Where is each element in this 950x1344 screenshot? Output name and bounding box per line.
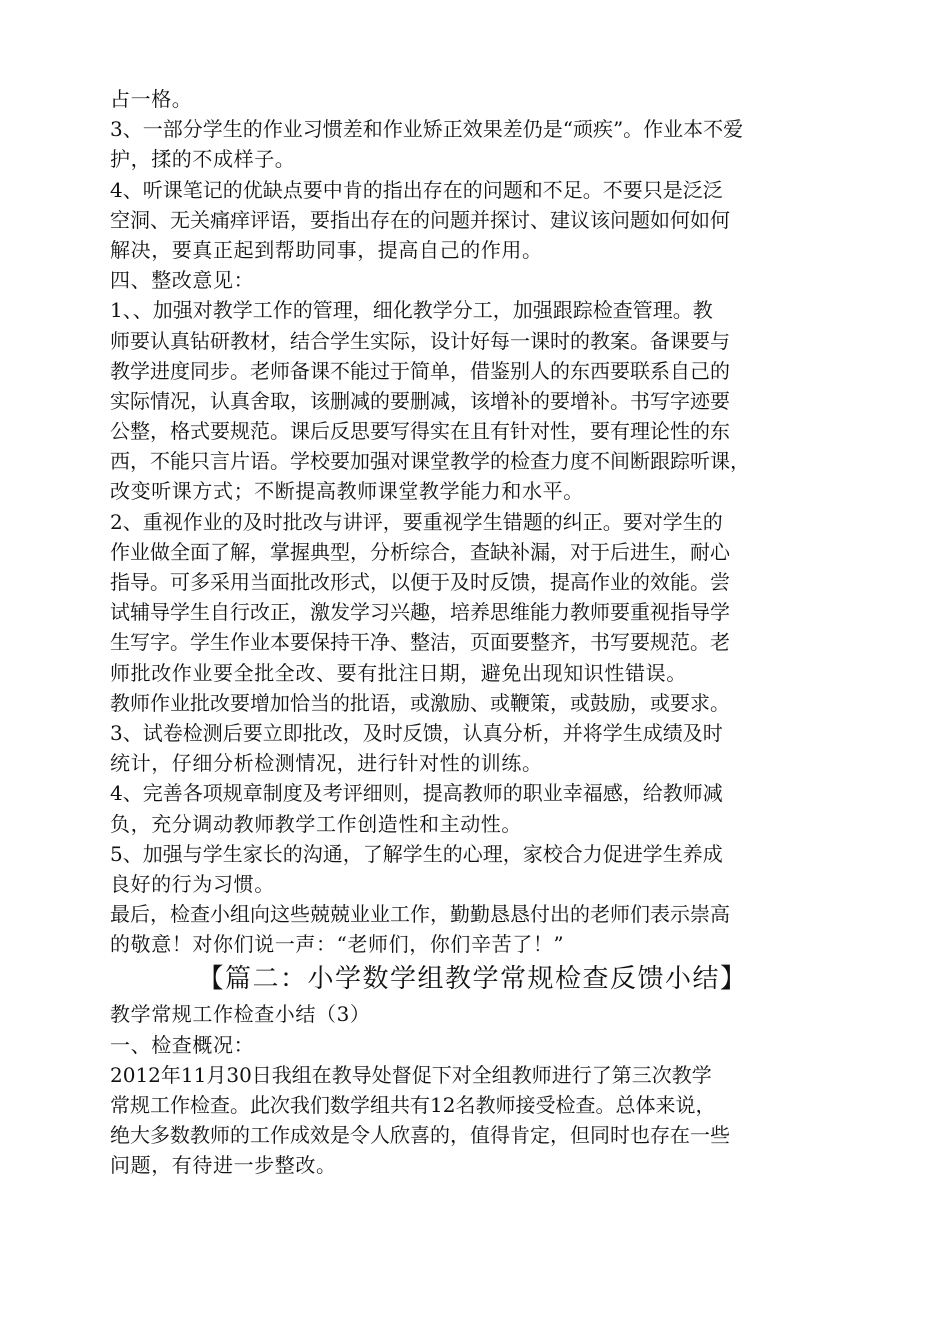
text-line: 2、重视作业的及时批改与讲评，要重视学生错题的纠正。要对学生的 — [110, 509, 723, 534]
document-body — [110, 84, 845, 1181]
text-line: 良好的行为习惯。 — [110, 871, 275, 896]
text-line: 改变听课方式；不断提高教师课堂教学能力和水平。 — [110, 479, 584, 504]
text-line: 指导。可多采用当面批改形式，以便于及时反馈，提高作业的效能。尝 — [110, 570, 730, 594]
text-line: 试辅导学生自行改正，激发学习兴趣，培养思维能力教师要重视指导学 — [110, 600, 730, 625]
text-line: 一、检查概况： — [110, 1032, 255, 1057]
text-line: 问题，有待进一步整改。 — [110, 1153, 337, 1178]
text-line: 解决，要真正起到帮助同事，提高自己的作用。 — [110, 237, 543, 262]
text-line: 西，不能只言片语。学校要加强对课堂教学的检查力度不间断跟踪听课， — [110, 449, 750, 474]
text-line: 5、加强与学生家长的沟通，了解学生的心理，家校合力促进学生养成 — [110, 841, 723, 866]
text-line: 绝大多数教师的工作成效是令人欣喜的，值得肯定，但同时也存在一些 — [110, 1123, 730, 1148]
text-line: 教师作业批改要增加恰当的批语，或激励、或鞭策，或鼓励，或要求。 — [110, 690, 730, 715]
text-line: 最后，检查小组向这些兢兢业业工作，勤勤恳恳付出的老师们表示崇高 — [110, 902, 730, 927]
text-line: 师批改作业要全批全改、要有批注日期，避免出现知识性错误。 — [110, 660, 687, 685]
text-line: 空洞、无关痛痒评语，要指出存在的问题并探讨、建议该问题如何如何 — [110, 207, 730, 232]
text-line: 护，揉的不成样子。 — [110, 147, 296, 172]
text-line: 占一格。 — [110, 87, 193, 111]
text-line: 4、完善各项规章制度及考评细则，提高教师的职业幸福感，给教师减 — [110, 781, 723, 806]
section-subheading: 四、整改意见： — [110, 268, 255, 293]
text-line: 1、、加强对教学工作的管理，细化教学分工，加强跟踪检查管理。教 — [110, 298, 713, 323]
text-line: 2012年11月30日我组在教导处督促下对全组教师进行了第三次教学 — [110, 1062, 712, 1087]
section-heading: 【篇二：小学数学组教学常规检查反馈小结】 — [197, 964, 748, 995]
text-line: 作业做全面了解，掌握典型，分析综合，查缺补漏，对于后进生，耐心 — [110, 539, 730, 564]
text-line: 3、试卷检测后要立即批改，及时反馈，认真分析，并将学生成绩及时 — [110, 720, 723, 745]
text-line: 教学进度同步。老师备课不能过于简单，借鉴别人的东西要联系自己的 — [110, 358, 730, 383]
text-line: 3、一部分学生的作业习惯差和作业矫正效果差仍是“顽疾”。作业本不爱 — [110, 117, 744, 142]
text-line: 师要认真钻研教材，结合学生实际，设计好每一课时的教案。备课要与 — [110, 328, 730, 353]
text-line: 统计，仔细分析检测情况，进行针对性的训练。 — [110, 751, 543, 776]
text-line: 4、听课笔记的优缺点要中肯的指出存在的问题和不足。不要只是泛泛 — [110, 177, 723, 202]
text-line: 常规工作检查。此次我们数学组共有12名教师接受检查。总体来说， — [110, 1093, 716, 1117]
text-line: 教学常规工作检查小结（3） — [110, 1002, 371, 1027]
text-line: 公整，格式要规范。课后反思要写得实在且有针对性，要有理论性的东 — [110, 419, 730, 444]
text-line: 实际情况，认真舍取，该删减的要删减，该增补的要增补。书写字迹要 — [110, 388, 730, 413]
text-line: 负，充分调动教师教学工作创造性和主动性。 — [110, 811, 522, 836]
text-line: 的敬意！对你们说一声：“老师们，你们辛苦了！” — [110, 932, 565, 957]
text-line: 生写字。学生作业本要保持干净、整洁，页面要整齐，书写要规范。老 — [110, 630, 730, 655]
